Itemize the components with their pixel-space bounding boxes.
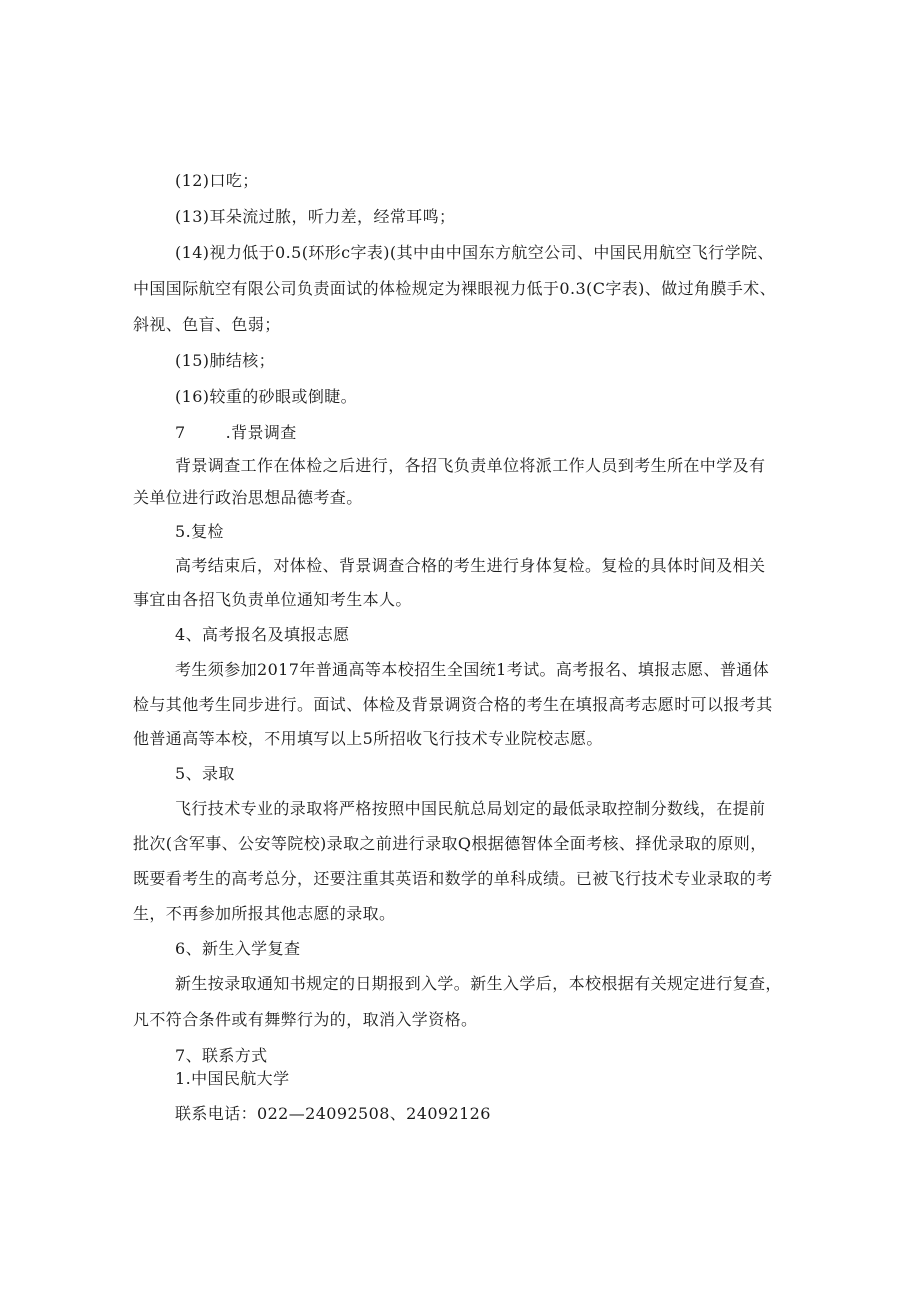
heading-admission: 5、录取 [175, 764, 235, 783]
paragraph-registration-1: 考生须参加2017年普通高等本校招生全国统1考试。高考报名、填报志愿、普通体 [175, 660, 770, 679]
paragraph-reexamination-2: 凡不符合条件或有舞弊行为的，取消入学资格。 [133, 1010, 478, 1029]
paragraph-admission-3: 既要看考生的高考总分，还要注重其英语和数学的单科成绩。已被飞行技术专业录取的考 [133, 869, 773, 888]
heading-number: 7 [175, 423, 186, 442]
item-16: (16)较重的砂眼或倒睫。 [175, 387, 358, 406]
heading-recheck: 5.复检 [175, 522, 224, 541]
item-14-cont-2: 斜视、色盲、色弱； [133, 315, 281, 334]
item-12: (12)口吃； [175, 171, 259, 190]
heading-reexamination: 6、新生入学复查 [175, 939, 301, 958]
paragraph-admission-4: 生，不再参加所报其他志愿的录取。 [133, 904, 396, 923]
item-14: (14)视力低于0.5(环形c字表)(其中由中国东方航空公司、中国民用航空飞行学院、 [175, 243, 774, 262]
item-15: (15)肺结核； [175, 351, 276, 370]
paragraph-recheck-1: 高考结束后，对体检、背景调查合格的考生进行身体复检。复检的具体时间及相关 [175, 556, 766, 575]
heading-contact: 7、联系方式 [175, 1046, 268, 1065]
heading-label: .背景调查 [225, 423, 297, 442]
paragraph-reexamination-1: 新生按录取通知书规定的日期报到入学。新生入学后，本校根据有关规定进行复查， [175, 974, 782, 993]
heading-background-check [175, 422, 297, 444]
item-13: (13)耳朵流过脓，听力差，经常耳鸣； [175, 207, 456, 226]
paragraph-registration-2: 检与其他考生同步进行。面试、体检及背景调资合格的考生在填报高考志愿时可以报考其 [133, 695, 773, 714]
paragraph-background-2: 关单位进行政治思想品德考查。 [133, 488, 363, 507]
paragraph-recheck-2: 事宜由各招飞负责单位通知考生本人。 [133, 590, 412, 609]
paragraph-admission-1: 飞行技术专业的录取将严格按照中国民航总局划定的最低录取控制分数线，在提前 [175, 799, 766, 818]
contact-phone: 联系电话：022—24092508、24092126 [175, 1104, 491, 1123]
contact-school-name: 1.中国民航大学 [175, 1069, 290, 1088]
paragraph-background-1: 背景调查工作在体检之后进行，各招飞负责单位将派工作人员到考生所在中学及有 [175, 456, 766, 475]
paragraph-registration-3: 他普通高等本校，不用填写以上5所招收飞行技术专业院校志愿。 [133, 729, 603, 748]
item-14-cont-1: 中国国际航空有限公司负责面试的体检规定为裸眼视力低于0.3(C字表)、做过角膜手术、 [133, 279, 776, 298]
paragraph-admission-2: 批次(含军事、公安等院校)录取之前进行录取Q根据德智体全面考核、择优录取的原则， [133, 834, 767, 853]
heading-registration: 4、高考报名及填报志愿 [175, 625, 350, 644]
